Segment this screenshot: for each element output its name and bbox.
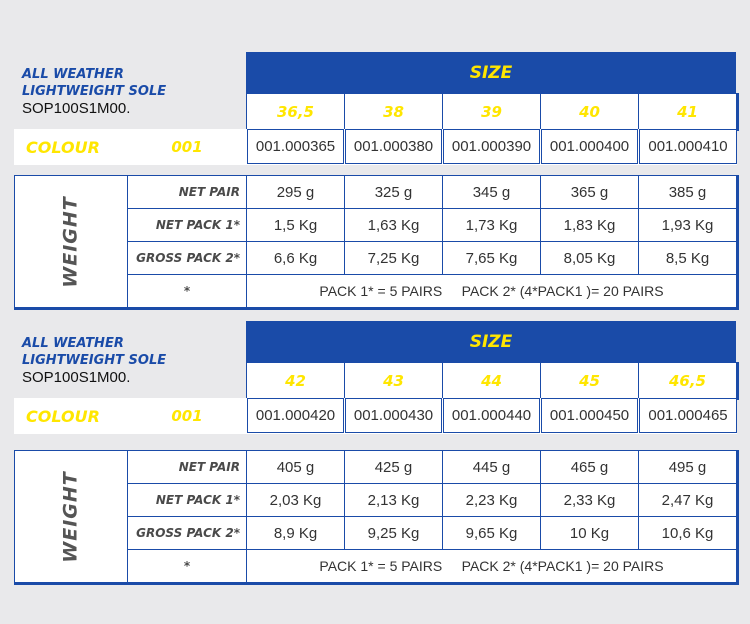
weight-value: 2,13 Kg bbox=[345, 484, 442, 516]
row-label: NET PACK 1* bbox=[128, 484, 246, 516]
weight-value: 8,9 Kg bbox=[247, 517, 344, 549]
weight-label: WEIGHT bbox=[15, 451, 127, 582]
weight-table bbox=[14, 450, 739, 585]
product-name-line1: ALL WEATHER bbox=[22, 336, 124, 351]
size-header-band bbox=[246, 52, 736, 94]
colour-row bbox=[14, 129, 737, 165]
row-label: NET PAIR bbox=[128, 176, 246, 208]
weight-value: 2,33 Kg bbox=[541, 484, 638, 516]
size-cell: 42 bbox=[247, 363, 344, 398]
weight-value: 1,73 Kg bbox=[443, 209, 540, 241]
weight-value: 2,47 Kg bbox=[639, 484, 736, 516]
weight-value: 345 g bbox=[443, 176, 540, 208]
weight-label: WEIGHT bbox=[15, 176, 127, 307]
weight-value: 10 Kg bbox=[541, 517, 638, 549]
article-code: 001.000450 bbox=[541, 398, 638, 433]
colour-code: 001 bbox=[128, 398, 246, 434]
weight-value: 2,23 Kg bbox=[443, 484, 540, 516]
size-cell: 36,5 bbox=[247, 94, 344, 129]
article-code: 001.000410 bbox=[639, 129, 737, 164]
weight-value: 2,03 Kg bbox=[247, 484, 344, 516]
article-code: 001.000440 bbox=[443, 398, 540, 433]
weight-value: 425 g bbox=[345, 451, 442, 483]
colour-code: 001 bbox=[128, 129, 246, 165]
weight-value: 495 g bbox=[639, 451, 736, 483]
row-label: NET PACK 1* bbox=[128, 209, 246, 241]
article-code: 001.000465 bbox=[639, 398, 737, 433]
product-block-1 bbox=[22, 66, 166, 118]
size-header-band bbox=[246, 321, 736, 363]
pack-note: PACK 1* = 5 PAIRS PACK 2* (4*PACK1 )= 20 PAIRS bbox=[247, 275, 736, 307]
size-row bbox=[246, 362, 739, 400]
colour-row bbox=[14, 398, 737, 434]
size-cell: 44 bbox=[443, 363, 540, 398]
weight-value: 8,5 Kg bbox=[639, 242, 736, 274]
row-label: GROSS PACK 2* bbox=[128, 517, 246, 549]
size-header: SIZE bbox=[469, 63, 513, 83]
row-label: GROSS PACK 2* bbox=[128, 242, 246, 274]
product-block-2 bbox=[22, 335, 166, 387]
weight-value: 1,63 Kg bbox=[345, 209, 442, 241]
weight-value: 6,6 Kg bbox=[247, 242, 344, 274]
product-code: SOP100S1M00. bbox=[22, 369, 131, 386]
note-label: * bbox=[128, 275, 246, 307]
weight-value: 9,65 Kg bbox=[443, 517, 540, 549]
pack-note: PACK 1* = 5 PAIRS PACK 2* (4*PACK1 )= 20 PAIRS bbox=[247, 550, 736, 582]
size-cell: 43 bbox=[345, 363, 442, 398]
weight-value: 10,6 Kg bbox=[639, 517, 736, 549]
weight-table bbox=[14, 175, 739, 310]
size-cell: 45 bbox=[541, 363, 638, 398]
weight-value: 7,65 Kg bbox=[443, 242, 540, 274]
weight-value: 325 g bbox=[345, 176, 442, 208]
product-name-line1: ALL WEATHER bbox=[22, 67, 124, 82]
weight-value: 1,5 Kg bbox=[247, 209, 344, 241]
article-code: 001.000420 bbox=[247, 398, 344, 433]
article-code: 001.000390 bbox=[443, 129, 540, 164]
weight-value: 445 g bbox=[443, 451, 540, 483]
weight-value: 1,83 Kg bbox=[541, 209, 638, 241]
weight-value: 9,25 Kg bbox=[345, 517, 442, 549]
colour-label: COLOUR bbox=[14, 398, 127, 434]
weight-value: 1,93 Kg bbox=[639, 209, 736, 241]
size-row bbox=[246, 93, 739, 131]
weight-value: 405 g bbox=[247, 451, 344, 483]
size-cell: 46,5 bbox=[639, 363, 736, 398]
size-cell: 41 bbox=[639, 94, 736, 129]
note-label: * bbox=[128, 550, 246, 582]
weight-value: 7,25 Kg bbox=[345, 242, 442, 274]
size-header: SIZE bbox=[469, 332, 513, 352]
weight-value: 365 g bbox=[541, 176, 638, 208]
article-code: 001.000365 bbox=[247, 129, 344, 164]
article-code: 001.000380 bbox=[345, 129, 442, 164]
product-name-line2: LIGHTWEIGHT SOLE bbox=[22, 84, 167, 99]
article-code: 001.000430 bbox=[345, 398, 442, 433]
weight-value: 465 g bbox=[541, 451, 638, 483]
row-label: NET PAIR bbox=[128, 451, 246, 483]
product-name-line2: LIGHTWEIGHT SOLE bbox=[22, 353, 167, 368]
weight-value: 8,05 Kg bbox=[541, 242, 638, 274]
size-cell: 38 bbox=[345, 94, 442, 129]
article-code: 001.000400 bbox=[541, 129, 638, 164]
weight-value: 385 g bbox=[639, 176, 736, 208]
product-code: SOP100S1M00. bbox=[22, 100, 131, 117]
size-cell: 39 bbox=[443, 94, 540, 129]
weight-value: 295 g bbox=[247, 176, 344, 208]
colour-label: COLOUR bbox=[14, 129, 127, 165]
size-cell: 40 bbox=[541, 94, 638, 129]
